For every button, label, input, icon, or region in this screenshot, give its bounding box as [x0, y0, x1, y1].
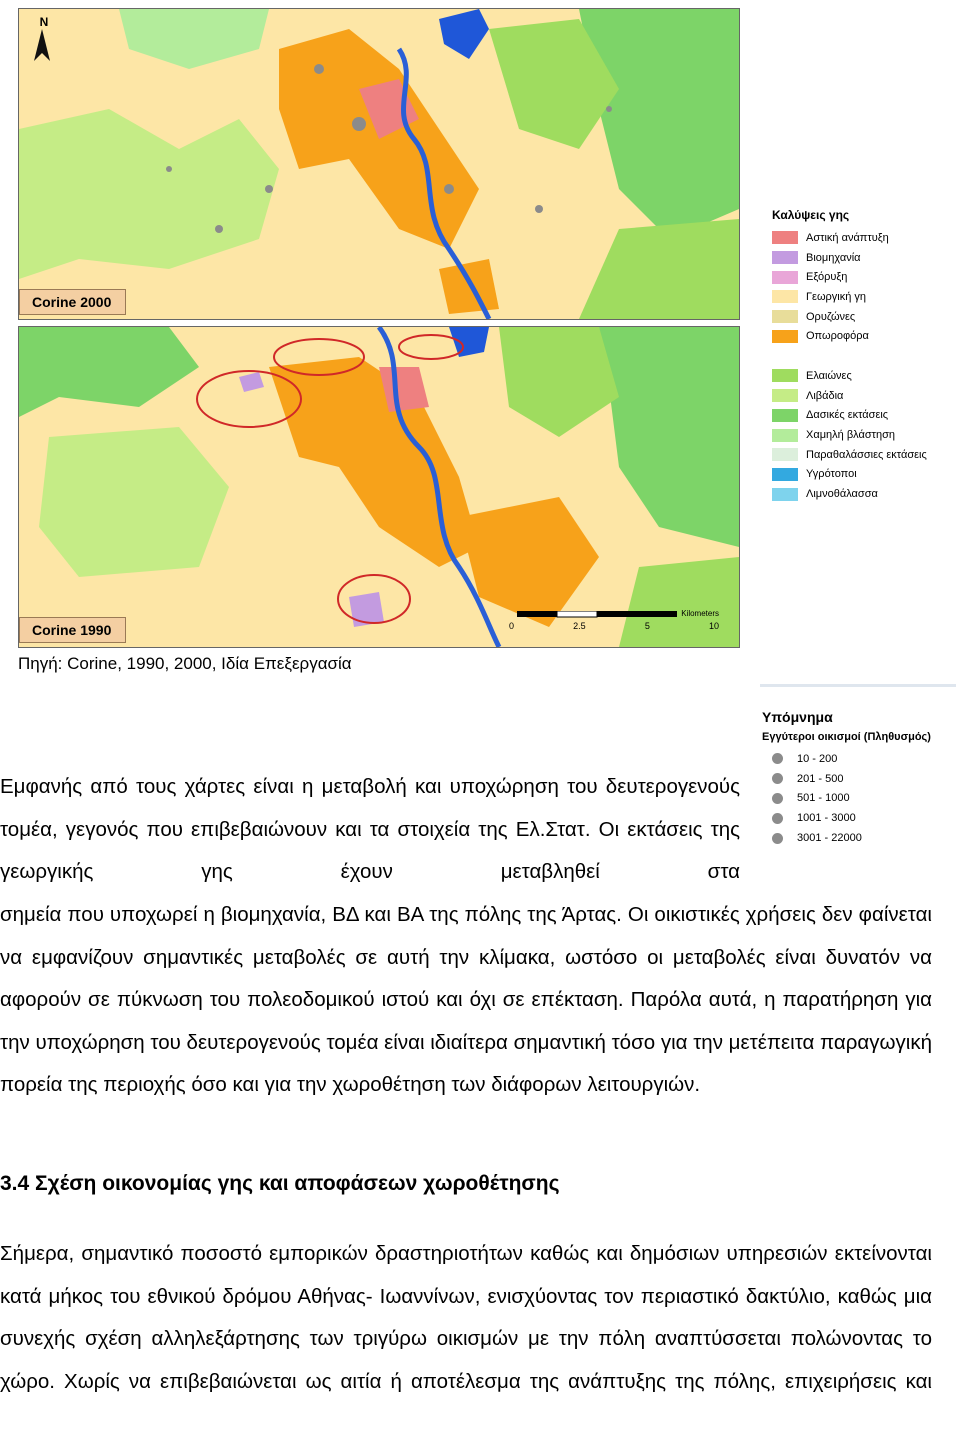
- settlement-legend: [760, 684, 956, 860]
- landcover-legend: [772, 208, 952, 504]
- landcover-legend-item: [772, 228, 952, 248]
- paragraph-3: Σήμερα, σημαντικό ποσοστό εμπορικών δραστηριοτήτων καθώς και δημόσιων υπηρεσιών εκτείνονται κατά μήκος του εθνικού δρόμου Αθήνας- Ιωαννίνων, ενισχύοντας τον περιαστικό δακτύλιο, καθώς μια συνεχής σχέση αλληλεξάρτησης των τριγύρω οικισμών με την πόλη αναπτύσσεται πολώνοντας το χώρο. Χωρίς να επιβεβαιώνεται ως αιτία ή αποτέλεσμα της ανάπτυξης της πόλης, επιχειρήσεις και: [0, 1242, 932, 1393]
- scale-units: Kilometers: [681, 609, 719, 618]
- legend-label: Οπωροφόρα: [806, 330, 869, 343]
- settlement-legend-item: [772, 808, 956, 828]
- legend-swatch: [772, 271, 798, 284]
- landcover-legend-items: [772, 228, 952, 504]
- scale-tick: 10: [708, 621, 719, 631]
- legend-label: Ορυζώνες: [806, 310, 856, 323]
- legend-swatch: [772, 409, 798, 422]
- legend-swatch: [772, 389, 798, 402]
- legend-swatch: [772, 310, 798, 323]
- legend-label: Εξόρυξη: [806, 271, 848, 284]
- paragraph-1: Εμφανής από τους χάρτες είναι η μεταβολή και υποχώρηση του δευτερογενούς τομέα, γεγονός που επιβεβαιώνουν και τα στοιχεία της Ελ.Στατ. Οι εκτάσεις της γεωργικής γης έχουν μεταβληθεί στα: [0, 775, 740, 884]
- settlement-dot-icon: [772, 833, 783, 844]
- landcover-legend-item: [772, 307, 952, 327]
- legend-label: Χαμηλή βλάστηση: [806, 429, 896, 442]
- settlement-legend-title: Υπόμνημα: [762, 709, 833, 725]
- map-label-2000: Corine 2000: [19, 289, 126, 315]
- landcover-legend-item: [772, 406, 952, 426]
- legend-label: Υγρότοποι: [806, 468, 857, 481]
- settlement-class-label: 10 - 200: [797, 752, 838, 765]
- landcover-legend-title: Καλύψεις γης: [772, 208, 850, 222]
- section-heading: 3.4 Σχέση οικονομίας γης και αποφάσεων χωροθέτησης: [0, 1172, 560, 1195]
- corine-1990-landcover: [19, 327, 739, 647]
- scale-tick: 0: [509, 621, 515, 631]
- legend-label: Γεωργική γη: [806, 290, 867, 303]
- paragraph-2: σημεία που υποχωρεί η βιομηχανία, ΒΔ και ΒΑ της πόλης της Άρτας. Οι οικιστικές χρήσεις δεν φαίνεται να εμφανίζουν σημαντικές μεταβολές σε αυτή την κλίμακα, ωστόσο οι μεταβολές είναι δυνατόν να αφορούν σε πύκνωση του πολεοδομικού ιστού και όχι σε επέκταση. Παρόλα αυτά, η παρατήρηση για την υποχώρηση του δευτερογενούς τομέα είναι ιδιαίτερα σημαντική τόσο για την μετέπειτα παραγωγική πορεία της περιοχής όσο και για την χωροθέτηση των διάφορων λειτουργιών.: [0, 903, 932, 1097]
- landcover-legend-item: [772, 267, 952, 287]
- scale-bar: [509, 611, 719, 635]
- legend-swatch: [772, 330, 798, 343]
- north-arrow-icon: [33, 15, 55, 61]
- settlement-legend-item: [772, 749, 956, 769]
- settlement-class-label: 201 - 500: [797, 772, 844, 785]
- settlement-dot-icon: [772, 753, 783, 764]
- landcover-legend-item: [772, 425, 952, 445]
- settlement-dot-icon: [772, 773, 783, 784]
- legend-label: Λιβάδια: [806, 389, 844, 402]
- corine-2000-map: [18, 8, 740, 320]
- legend-swatch: [772, 468, 798, 481]
- settlement-dot-icon: [772, 813, 783, 824]
- legend-divider: [760, 684, 956, 687]
- settlement-class-label: 1001 - 3000: [797, 812, 856, 825]
- legend-label: Βιομηχανία: [806, 251, 861, 264]
- settlement-legend-items: [760, 749, 956, 848]
- north-letter: N: [39, 15, 49, 29]
- legend-swatch: [772, 488, 798, 501]
- landcover-legend-item: [772, 484, 952, 504]
- landcover-legend-item: [772, 287, 952, 307]
- legend-label: Λιμνοθάλασσα: [806, 488, 878, 501]
- landcover-legend-item: [772, 386, 952, 406]
- legend-label: Αστική ανάπτυξη: [806, 231, 889, 244]
- landcover-legend-item: [772, 326, 952, 346]
- legend-label: Παραθαλάσσιες εκτάσεις: [806, 448, 927, 461]
- legend-swatch: [772, 290, 798, 303]
- settlement-class-label: 3001 - 22000: [797, 832, 862, 845]
- legend-label: Δασικές εκτάσεις: [806, 409, 889, 422]
- corine-2000-landcover: [19, 9, 739, 319]
- scale-tick: 2.5: [573, 621, 586, 631]
- landcover-legend-item: [772, 366, 952, 386]
- settlement-legend-item: [772, 769, 956, 789]
- settlement-legend-subtitle: Εγγύτεροι οικισμοί (Πληθυσμός): [762, 731, 931, 743]
- legend-label: Ελαιώνες: [806, 369, 852, 382]
- legend-swatch: [772, 369, 798, 382]
- settlement-legend-item: [772, 789, 956, 809]
- legend-swatch: [772, 448, 798, 461]
- source-caption: Πηγή: Corine, 1990, 2000, Ιδία Επεξεργασία: [18, 654, 352, 673]
- legend-swatch: [772, 231, 798, 244]
- landcover-legend-item: [772, 465, 952, 485]
- landcover-legend-item: [772, 445, 952, 465]
- legend-swatch: [772, 429, 798, 442]
- landcover-legend-item: [772, 248, 952, 268]
- scale-tick: 5: [644, 621, 650, 631]
- map-label-1990: Corine 1990: [19, 617, 126, 643]
- settlement-class-label: 501 - 1000: [797, 792, 850, 805]
- legend-swatch: [772, 251, 798, 264]
- corine-1990-map: [18, 326, 740, 648]
- settlement-dot-icon: [772, 793, 783, 804]
- settlement-legend-item: [772, 828, 956, 848]
